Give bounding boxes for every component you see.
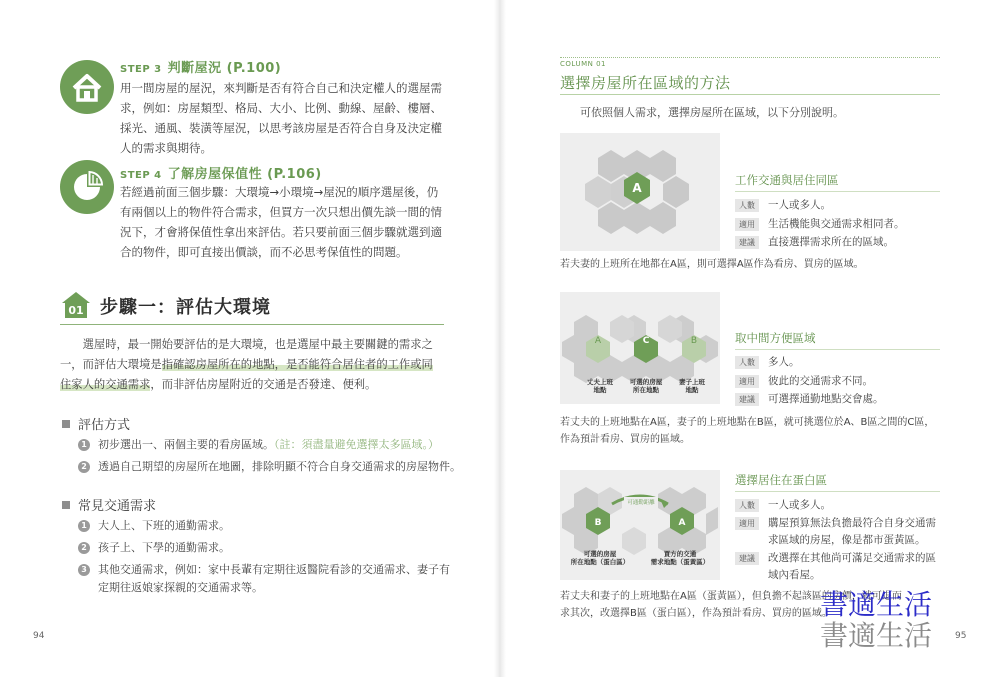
tag-text: 購屋預算無法負擔最符合自身交通需求區域的房屋，像是都市蛋黃區。 [768, 517, 936, 546]
number-bullet: 2 [78, 542, 90, 554]
column-dotted-rule [560, 57, 940, 58]
method-heading [62, 414, 130, 433]
case-title: 選擇居住在蛋白區 [735, 473, 827, 487]
section-divider [60, 324, 444, 325]
pie-chart-icon [60, 160, 114, 214]
step3-heading [120, 57, 281, 76]
tag-text: 直接選擇需求所在的區域。 [768, 236, 894, 248]
number-bullet: 1 [78, 520, 90, 532]
diagram-label: 地點 [685, 386, 699, 394]
list-item-text: 大人上、下班的通勤需求。 [98, 519, 230, 532]
tag-suitable: 適用 [735, 218, 759, 231]
step4-title: 了解房屋保值性 (P.106) [167, 167, 322, 182]
page-number-right: 95 [955, 631, 967, 641]
tag-advice: 建議 [735, 552, 759, 565]
column-title: 選擇房屋所在區域的方法 [560, 74, 731, 92]
tag-text: 可選擇通勤地點交會處。 [768, 393, 884, 405]
highlighted-text: 住家人的交通需求 [60, 378, 151, 391]
step3-text [120, 78, 450, 158]
list-item-text: 初步選出一、兩個主要的看房區域。 [98, 438, 274, 451]
section-title: 步驟一：評估大環境 [100, 297, 271, 318]
diagram-same-area [560, 133, 720, 251]
case-title: 取中間方便區域 [735, 331, 816, 345]
column-label: COLUMN 01 [560, 60, 606, 68]
text-line: 況下，才會將保值性拿出來評估。若只要前面三個步驟就選到適 [120, 225, 442, 239]
step4-label: STEP 4 [120, 170, 162, 181]
tag-suitable: 適用 [735, 517, 759, 530]
tag-advice: 建議 [735, 393, 759, 406]
text-line: 有兩個以上的物件符合需求，但買方一次只想出價先談一間的情 [120, 205, 442, 219]
step4-text [120, 182, 450, 262]
case-divider [735, 349, 940, 350]
watermark-blue: 書適生活 [820, 588, 933, 621]
tag-text: 一人或多人。 [768, 199, 831, 211]
text-line: 若經過前面三個步驟：大環境→小環境→屋況的順序選屋後，仍 [120, 185, 439, 199]
caption-line: 求其次，改選擇B區（蛋白區），作為預計看房、買房的區域。 [560, 608, 832, 619]
caption-line: 若丈夫和妻子的上班地點在A區（蛋黃區），但負擔不起該區的房價，就可退而 [560, 591, 902, 602]
tag-text: 生活機能與交通需求相同者。 [768, 218, 905, 230]
watermark-gray: 書適生活 [820, 619, 933, 652]
diagram-label: 所在地點 [633, 386, 659, 394]
list-item-note: （註：須盡量避免選擇太多區域。） [274, 438, 439, 451]
diagram-label: 可選的房屋 [583, 550, 617, 558]
arrow-label: 可通勤距離 [627, 500, 655, 506]
list-item [78, 457, 461, 477]
column-intro: 可依照個人需求，選擇房屋所在區域，以下分別說明。 [580, 106, 844, 119]
house-icon [60, 60, 114, 114]
diagram-label: 地點 [593, 386, 607, 394]
case-divider [735, 491, 940, 492]
case-divider [735, 191, 940, 192]
tag-suitable: 適用 [735, 375, 759, 388]
case-caption [560, 414, 945, 448]
text-line: 選屋時，最一開始要評估的是大環境，也是選屋中最主要關鍵的需求之 [60, 338, 433, 351]
diagram-label: 可選的房屋 [629, 378, 663, 386]
hex-label-a: A [594, 336, 602, 346]
traffic-heading-text: 常見交通需求 [78, 499, 157, 514]
text-plain: ，而非評估房屋附近的交通是否發達、便利。 [150, 378, 377, 391]
step3-title: 判斷屋況 (P.100) [167, 61, 282, 76]
diagram-middle-area [560, 292, 720, 404]
hex-label-a: A [678, 518, 686, 528]
text-line: 求，例如：房屋類型、格局、大小、比例、動線、屋齡、樓層、 [120, 101, 442, 115]
list-item-text: 透過自己期望的房屋所在地圖，排除明顯不符合自身交通需求的房屋物件。 [98, 460, 461, 473]
number-bullet: 2 [78, 461, 90, 473]
text-line: 採光、通風、裝潢等屋況，以思考該房屋是否符合自身及決定權 [120, 121, 442, 135]
number-bullet: 3 [78, 564, 90, 576]
text-line: 用一間房屋的屋況，來判斷是否有符合自己和決定權人的選屋需 [120, 81, 442, 95]
tag-text: 多人。 [768, 356, 800, 368]
section-text [60, 335, 450, 395]
text-line [60, 375, 450, 395]
list-item-text: 孩子上、下學的通勤需求。 [98, 541, 230, 554]
list-item [78, 538, 230, 558]
square-bullet-icon [62, 420, 70, 428]
tag-text: 改選擇在其他尚可滿足交通需求的區域內看屋。 [768, 552, 936, 581]
list-item-text: 其他交通需求，例如：家中長輩有定期往返醫院看診的交通需求、妻子有 [98, 563, 450, 576]
hex-label-c: C [642, 336, 650, 346]
diagram-label: 所在地點（蛋白區） [570, 558, 630, 566]
tag-text: 一人或多人。 [768, 499, 831, 511]
diagram-label: 買方的交通 [663, 550, 697, 558]
list-item-continuation [98, 578, 263, 598]
diagram-egg-white-area [560, 470, 720, 580]
column-divider [560, 94, 940, 95]
text-line [60, 355, 450, 375]
number-bullet: 1 [78, 439, 90, 451]
highlighted-text: 指確認房屋所在的地點，是否能符合居住者的工作或同 [161, 358, 433, 371]
step4-heading [120, 163, 322, 182]
list-item [78, 435, 439, 455]
step3-label: STEP 3 [120, 64, 162, 75]
section-badge-number: 01 [68, 304, 84, 317]
hex-label-b: B [594, 518, 602, 528]
list-item [78, 516, 230, 536]
section-badge-house-icon [60, 290, 92, 320]
list-item-text: 定期往返娘家探親的交通需求等。 [98, 581, 263, 594]
hex-label-a: A [632, 181, 642, 195]
diagram-label: 丈夫上班 [587, 378, 613, 386]
caption-line: 若夫妻的上班所在地都在A區，則可選擇A區作為看房、買房的區域。 [560, 259, 864, 270]
text-plain: 一，而評估大環境是 [60, 358, 162, 371]
diagram-label: 妻子上班 [679, 378, 705, 386]
hex-label-b: B [690, 336, 698, 346]
book-gutter [494, 0, 506, 677]
tag-advice: 建議 [735, 236, 759, 249]
text-line: 人的需求與期待。 [120, 141, 212, 155]
page-number-left: 94 [33, 631, 45, 641]
method-heading-text: 評估方式 [78, 418, 131, 433]
caption-line: 若丈夫的上班地點在A區，妻子的上班地點在B區，就可挑選位於A、B區之間的C區， [560, 417, 935, 428]
caption-line: 作為預計看房、買房的區域。 [560, 434, 690, 445]
tag-headcount: 人數 [735, 499, 759, 512]
tag-text: 彼此的交通需求不同。 [768, 375, 873, 387]
text-line: 合的物件，即可直接出價談，而不必思考保值性的問題。 [120, 245, 408, 259]
case-caption [560, 256, 945, 273]
traffic-heading [62, 495, 156, 514]
tag-headcount: 人數 [735, 199, 759, 212]
square-bullet-icon [62, 501, 70, 509]
diagram-label: 需求地點（蛋黃區） [650, 558, 710, 566]
tag-headcount: 人數 [735, 356, 759, 369]
case-title: 工作交通與居住同區 [735, 173, 839, 187]
list-item [78, 560, 450, 580]
